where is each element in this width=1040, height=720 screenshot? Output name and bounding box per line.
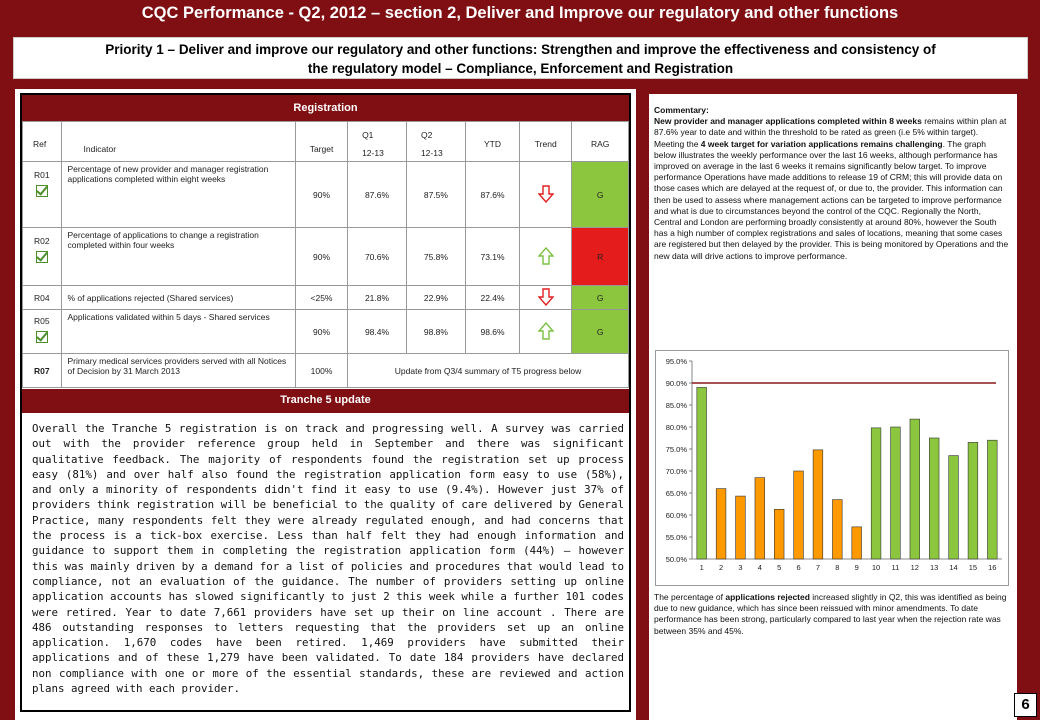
col-q2: Q2 12-13 [406,122,465,162]
row-trend [520,228,572,286]
col-rag: RAG [572,122,629,162]
commentary [654,105,1010,262]
table-header-row [23,122,629,162]
up-arrow-icon [538,247,554,265]
commentary-heading: Commentary: [654,105,709,115]
x-tick-label: 12 [910,563,919,572]
checkbox-icon [36,251,48,263]
row-indicator: Percentage of applications to change a registration completed within four weeks [61,228,295,286]
x-tick-label: 2 [718,563,724,572]
table-row [23,228,629,286]
x-tick-label: 11 [891,563,900,572]
tranche-header: Tranche 5 update [22,389,629,413]
row-target: 100% [295,354,347,388]
commentary-text-1: remains within plan at 87.6% year to date and within the threshold to be rated as green (i.e 5% within target). Meeting the [654,116,1007,149]
y-tick-label: 55.0% [665,533,687,542]
x-tick-label: 15 [968,563,978,572]
y-tick-label: 65.0% [665,489,687,498]
y-tick-label: 85.0% [665,401,687,410]
row-trend [520,162,572,228]
subtitle-line-2: the regulatory model – Compliance, Enforcement and Registration [307,61,734,76]
priority-subtitle [13,37,1028,79]
y-tick-label: 70.0% [665,467,687,476]
left-panel [15,89,636,720]
row-q2: 87.5% [406,162,465,228]
bar [968,442,978,559]
bar [832,500,842,559]
down-arrow-icon [538,288,554,306]
row-rag: R [572,228,629,286]
row-q2: 75.8% [406,228,465,286]
bar [871,428,881,559]
row-ytd: 73.1% [465,228,519,286]
row-indicator: % of applications rejected (Shared services) [61,286,295,310]
x-tick-label: 3 [738,563,743,572]
table-row [23,310,629,354]
bar [929,438,939,559]
subtitle-line-1: Priority 1 – Deliver and improve our regulatory and other functions: Strengthen and improve the effectiveness and consistency of [105,42,936,57]
page-title: CQC Performance - Q2, 2012 – section 2, Deliver and Improve our regulatory and other functions [141,4,899,22]
row-q1: 87.6% [348,162,407,228]
table-row [23,162,629,228]
x-tick-label: 1 [699,563,704,572]
x-tick-label: 10 [871,563,881,572]
row-ref: R05 [23,310,62,354]
commentary-bold-2: 4 week target for variation applications remains challenging [700,138,943,149]
row-trend [520,310,572,354]
col-indicator: Indicator [61,122,295,162]
y-tick-label: 90.0% [665,379,687,388]
row-rag: G [572,162,629,228]
bar [697,387,707,559]
row-note: Update from Q3/4 summary of T5 progress below [348,354,629,388]
x-tick-label: 14 [949,563,958,572]
row-indicator: Percentage of new provider and manager registration applications completed within eight weeks [61,162,295,228]
row-q1: 21.8% [348,286,407,310]
row-target: 90% [295,310,347,354]
row-q1: 70.6% [348,228,407,286]
row-q2: 22.9% [406,286,465,310]
commentary-text-2: . The graph below illustrates the weekly performance over the last 16 weeks, although performance has improved on average in the last 6 weeks it remains significantly below target. To improve performance Operations have made additions to release 19 of CRM; this will provide data on those cases which are delayed at the request of, or due to, the provider. This information can then be used to assess where management actions can be targeted to improve performance and what is due to circumstances beyond the control of the CQC. Regionally the North, Central and London are performing broadly consistently at around 80%, however the South has a high number of complex registrations and sales of locations, meaning that some cases are registered but then delayed by the provider. This is being monitored by Operations and the new data will drive actions to improve performance. [654,138,1009,261]
bar [794,471,804,559]
col-target: Target [295,122,347,162]
checkbox-icon [36,185,48,197]
row-indicator: Primary medical services providers served with all Notices of Decision by 31 March 2013 [61,354,295,388]
y-tick-label: 50.0% [665,555,687,564]
row-target: 90% [295,162,347,228]
tranche-text: Overall the Tranche 5 registration is on track and progressing well. A survey was carried out with the provider reference group held in September and there was significant qualitative feedback. The majority of respondents found the registration set up process easy (81%) and over half also found the registration application form easy to use (58%), and only a minority of respondents didn't find it easy to use (9.4%). However just 37% of providers think registration will be beneficial to the quality of care delivered by General Practice, many respondents felt they were already regulated enough, and had concerns that the process is a tick-box exercise. Less than half felt they had enough information and guidance to support them in completing the registration application form (44%) – however this was mainly driven by a demand for a list of policies and procedures that would lead to compliance, not an evaluation of the guidance. The number of providers setting up online application accounts has slowed significantly to just 2 this week while a further 101 codes were retired. Year to date 7,661 providers have set up their on line account . There are 486 outstanding responses to letters requesting that the providers set up an online application. 1,670 codes have been retired. 1,469 providers have submitted their applications and of these 1,279 have been validated. To date 184 providers have declared non compliance with one or more of the essential standards, these are reviewed and action plans agreed with each provider. [32,422,624,696]
right-panel [649,94,1017,720]
row-target: <25% [295,286,347,310]
x-tick-label: 16 [988,563,997,572]
page-number: 6 [1014,693,1037,717]
chart-svg [656,351,1008,585]
row-q2: 98.8% [406,310,465,354]
x-tick-label: 13 [930,563,939,572]
bar [736,496,746,559]
row-indicator: Applications validated within 5 days - Shared services [61,310,295,354]
down-arrow-icon [538,185,554,203]
bar [891,427,901,559]
row-q1: 98.4% [348,310,407,354]
x-tick-label: 7 [815,563,821,572]
row-rag: G [572,286,629,310]
x-tick-label: 6 [796,563,801,572]
bar [910,419,920,559]
x-tick-label: 9 [854,563,859,572]
x-tick-label: 5 [777,563,782,572]
up-arrow-icon [538,322,554,340]
checkbox-icon [36,331,48,343]
commentary-bold-1: New provider and manager applications completed within 8 weeks [654,116,922,127]
y-tick-label: 75.0% [665,445,687,454]
registration-section [20,93,631,712]
bar [813,450,823,559]
y-tick-label: 95.0% [665,357,687,366]
col-ytd: YTD [465,122,519,162]
bar [852,527,862,559]
row-ref: R07 [23,354,62,388]
row-rag: G [572,310,629,354]
y-tick-label: 80.0% [665,423,687,432]
row-target: 90% [295,228,347,286]
row-ytd: 87.6% [465,162,519,228]
bar [987,440,997,559]
col-q1: Q1 12-13 [348,122,407,162]
kpi-table [22,121,629,388]
y-tick-label: 60.0% [665,511,687,520]
bar [774,509,784,559]
weekly-performance-chart [655,350,1009,586]
col-ref: Ref [23,122,62,162]
row-ref: R01 [23,162,62,228]
table-row [23,354,629,388]
row-ytd: 22.4% [465,286,519,310]
row-ref: R02 [23,228,62,286]
row-ytd: 98.6% [465,310,519,354]
x-tick-label: 4 [757,563,762,572]
row-trend [520,286,572,310]
bar [949,456,959,559]
registration-header: Registration [22,95,629,121]
x-tick-label: 8 [835,563,840,572]
row-ref: R04 [23,286,62,310]
bar [755,478,765,559]
col-trend: Trend [520,122,572,162]
rejection-commentary: The percentage of applications rejected increased slightly in Q2, this was identified as being due to new guidance, which has since been reissued with minor amendments. To date performance has been strong, particularly compared to last year when the rejection rate was between 35% and 45%. [654,592,1007,636]
bar [716,489,726,559]
table-row [23,286,629,310]
